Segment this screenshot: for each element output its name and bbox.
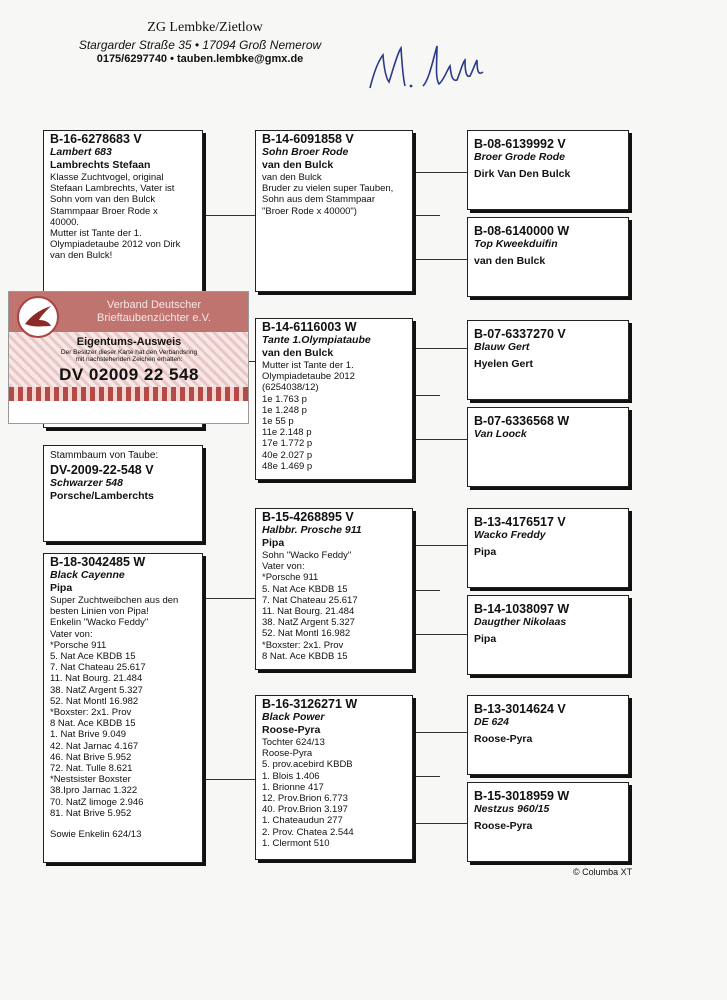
pigeon-name: Blauw Gert [474, 341, 530, 353]
ring-number: B-14-6116003 W [262, 320, 357, 334]
ring-number: B-15-3018959 W [474, 789, 570, 803]
pigeon-box-dam [43, 553, 203, 863]
pigeon-name: Tante 1.Olympiataube [262, 334, 371, 346]
pigeon-box-dd [255, 695, 413, 860]
ring-number: B-16-3126271 W [262, 697, 358, 711]
pigeon-name: Schwarzer 548 [50, 477, 123, 490]
ring-number: B-15-4268895 V [262, 510, 354, 524]
note-line: Vater von: [50, 628, 93, 640]
connector-sd-stub [412, 395, 440, 396]
pigeon-name: DE 624 [474, 716, 510, 728]
note-line: *Porsche 911 [50, 639, 107, 651]
ring-number: B-08-6140000 W [474, 224, 570, 238]
note-line: 1. Clermont 510 [262, 837, 330, 849]
note-line: 1. Brionne 417 [262, 781, 324, 793]
pigeon-box-sdd [467, 407, 629, 487]
pigeon-box-ddd [467, 782, 629, 862]
pigeon-name: Van Loock [474, 428, 527, 440]
pigeon-owner: Pipa [262, 537, 285, 549]
card-ring-number: DV 02009 22 548 [59, 365, 199, 384]
note-line: Sohn aus dem Stammpaar [262, 194, 376, 206]
card-org-line2: Brieftaubenzüchter e.V. [97, 312, 211, 324]
connector-dam [205, 598, 256, 780]
pigeon-name: Broer Grode Rode [474, 151, 566, 163]
header-title: ZG Lembke/Zietlow [147, 20, 263, 35]
connector-dd-stub [412, 776, 440, 777]
pigeon-name: Black Power [262, 711, 325, 723]
pigeon-owner: van den Bulck [262, 159, 334, 171]
ring-number: B-14-6091858 V [262, 132, 354, 146]
connector-ss-stub [412, 215, 440, 216]
note-line: Stammpaar Broer Rode x [50, 205, 158, 217]
ring-number: B-18-3042485 W [50, 555, 146, 569]
pigeon-owner: Pipa [474, 633, 497, 645]
note-line: Stefaan Lambrechts, Vater ist [50, 183, 175, 195]
pigeon-box-dds [467, 695, 629, 775]
note-line: Enkelin "Wacko Feddy" [50, 617, 149, 629]
pigeon-name: Nestzus 960/15 [474, 803, 550, 815]
note-line: besten Linien von Pipa! [50, 606, 149, 618]
ring-number: B-16-6278683 V [50, 132, 142, 146]
pigeon-box-subject [43, 445, 203, 542]
ownership-card [8, 291, 249, 424]
note-line: Mutter ist Tante der 1. [50, 228, 142, 240]
note-line: 1e 55 p [262, 416, 294, 428]
pigeon-box-sds [467, 320, 629, 400]
pigeon-box-sd [255, 318, 413, 480]
note-line: Bruder zu vielen super Tauben, [262, 183, 394, 195]
note-line: 8 Nat. Ace KBDB 15 [50, 718, 136, 730]
pigeon-owner: Roose-Pyra [474, 820, 533, 832]
pigeon-owner: Lambrechts Stefaan [50, 159, 151, 171]
note-line: Roose-Pyra [262, 748, 313, 760]
ring-number: DV-2009-22-548 V [50, 463, 154, 478]
card-subtext-line1: Der Besitzer dieser Karte hat den Verbandsring [60, 349, 198, 356]
note-line: 11e 2.148 p [262, 427, 312, 439]
note-line: 7. Nat Chateau 25.617 [50, 662, 146, 674]
ring-number: B-13-4176517 V [474, 515, 566, 529]
pigeon-owner: Roose-Pyra [474, 733, 533, 745]
note-line: (6254038/12) [262, 382, 319, 394]
note-line: 12. Prov.Brion 6.773 [262, 793, 348, 805]
connector-ss [412, 172, 468, 260]
note-line: 11. Nat Bourg. 21.484 [262, 606, 355, 618]
ring-number: B-07-6336568 W [474, 414, 570, 428]
note-line: *Boxster: 2x1. Prov [50, 707, 132, 719]
pigeon-name: Lambert 683 [50, 146, 112, 158]
note-line: van den Bulck [262, 172, 322, 183]
note-line: Vater von: [262, 561, 305, 573]
ring-number: B-13-3014624 V [474, 702, 566, 716]
note-line: Olympiadetaube 2012 [262, 371, 355, 383]
header-contact: 0175/6297740 • tauben.lembke@gmx.de [96, 53, 304, 65]
note-line: Sohn vom van den Bulck [50, 194, 156, 206]
subject-label: Stammbaum von Taube: [50, 450, 159, 461]
note-line: 40. Prov.Brion 3.197 [262, 804, 348, 816]
note-line: 1. Nat Brive 9.049 [50, 729, 127, 741]
pigeon-owner: van den Bulck [262, 347, 334, 359]
pigeon-box-ss [255, 130, 413, 292]
pigeon-box-dss [467, 508, 629, 588]
connector-sd [412, 348, 468, 440]
note-line: 38.Ipro Jarnac 1.322 [50, 785, 138, 797]
note-line: 40e 2.027 p [262, 449, 313, 461]
pigeon-owner: Dirk Van Den Bulck [474, 168, 571, 180]
note-line: Mutter ist Tante der 1. [262, 360, 354, 371]
note-line: 7. Nat Chateau 25.617 [262, 594, 358, 606]
pigeon-name: Top Kweekduifin [474, 238, 558, 250]
pigeon-name: Black Cayenne [50, 569, 125, 581]
note-line: 5. Nat Ace KBDB 15 [262, 583, 348, 595]
note-line: 1. Blois 1.406 [262, 770, 320, 782]
header-address: Stargarder Straße 35 • 17094 Groß Nemerow [78, 38, 322, 52]
note-line: 2. Prov. Chatea 2.544 [262, 826, 354, 838]
pigeon-name: Daugther Nikolaas [474, 616, 567, 628]
note-line: 46. Nat Brive 5.952 [50, 751, 132, 763]
note-line: 11. Nat Bourg. 21.484 [50, 673, 143, 685]
note-line: Super Zuchtweibchen aus den [50, 595, 179, 606]
pigeon-name: Halbbr. Prosche 911 [262, 524, 362, 536]
note-line: 1e 1.248 p [262, 404, 307, 416]
pigeon-box-ds [255, 508, 413, 670]
note-line: 5. prov.acebird KBDB [262, 759, 353, 771]
note-line: Olympiadetaube 2012 von Dirk [50, 239, 181, 251]
note-line: van den Bulck! [50, 250, 113, 262]
pigeon-owner: Hyelen Gert [474, 358, 533, 370]
note-line: Klasse Zuchtvogel, original [50, 172, 164, 183]
ring-number: B-08-6139992 V [474, 137, 566, 151]
pigeon-name: Sohn Broer Rode [262, 146, 349, 158]
note-line: Tochter 624/13 [262, 737, 325, 748]
card-subtext-line2: mit nachstehenden Zeichen erhalten: [75, 356, 183, 363]
pigeon-owner: Porsche/Lamberchts [50, 490, 154, 503]
note-line: 1. Chateaudun 277 [262, 815, 343, 827]
note-line: 40000. [50, 216, 80, 228]
pigeon-owner: Roose-Pyra [262, 724, 321, 736]
note-line: 8 Nat. Ace KBDB 15 [262, 650, 348, 662]
note-line: 70. NatZ limoge 2.946 [50, 796, 144, 808]
note-line: *Boxster: 2x1. Prov [262, 639, 344, 651]
note-line: 52. Nat Montl 16.982 [50, 695, 139, 707]
note-line: 48e 1.469 p [262, 460, 313, 472]
pigeon-logo-icon [17, 296, 59, 338]
note-footer: Sowie Enkelin 624/13 [50, 829, 142, 841]
card-title: Eigentums-Ausweis [76, 336, 182, 348]
connector-dd [412, 732, 468, 824]
pigeon-owner: Pipa [50, 582, 73, 594]
signature [365, 40, 490, 95]
note-line: *Porsche 911 [262, 572, 319, 584]
note-line: 5. Nat Ace KBDB 15 [50, 651, 136, 663]
note-line: "Broer Rode x 40000") [262, 205, 357, 217]
note-line: Sohn "Wacko Feddy" [262, 550, 352, 561]
note-line: 42. Nat Jarnac 4.167 [50, 740, 139, 752]
note-line: 38. NatZ Argent 5.327 [262, 617, 355, 629]
note-line: 1e 1.763 p [262, 393, 307, 405]
pigeon-owner: Pipa [474, 546, 497, 558]
note-line: 81. Nat Brive 5.952 [50, 807, 132, 819]
pigeon-owner: van den Bulck [474, 255, 546, 267]
connector-ds-stub [412, 590, 440, 591]
card-org-line1: Verband Deutscher [106, 299, 202, 311]
note-line: 52. Nat Montl 16.982 [262, 628, 351, 640]
note-line: *Nestsister Boxster [50, 774, 131, 786]
ring-number: B-07-6337270 V [474, 327, 566, 341]
note-line: 72. Nat. Tulle 8.621 [50, 763, 133, 775]
note-line: 38. NatZ Argent 5.327 [50, 684, 143, 696]
pigeon-box-sss [467, 130, 629, 210]
note-line: 17e 1.772 p [262, 438, 313, 450]
ring-number: B-14-1038097 W [474, 602, 570, 616]
pigeon-box-dsd [467, 595, 629, 675]
card-footer-band [9, 387, 249, 401]
pigeon-box-ssd [467, 217, 629, 297]
pigeon-name: Wacko Freddy [474, 529, 546, 541]
copyright: © Columba XT [573, 867, 633, 877]
